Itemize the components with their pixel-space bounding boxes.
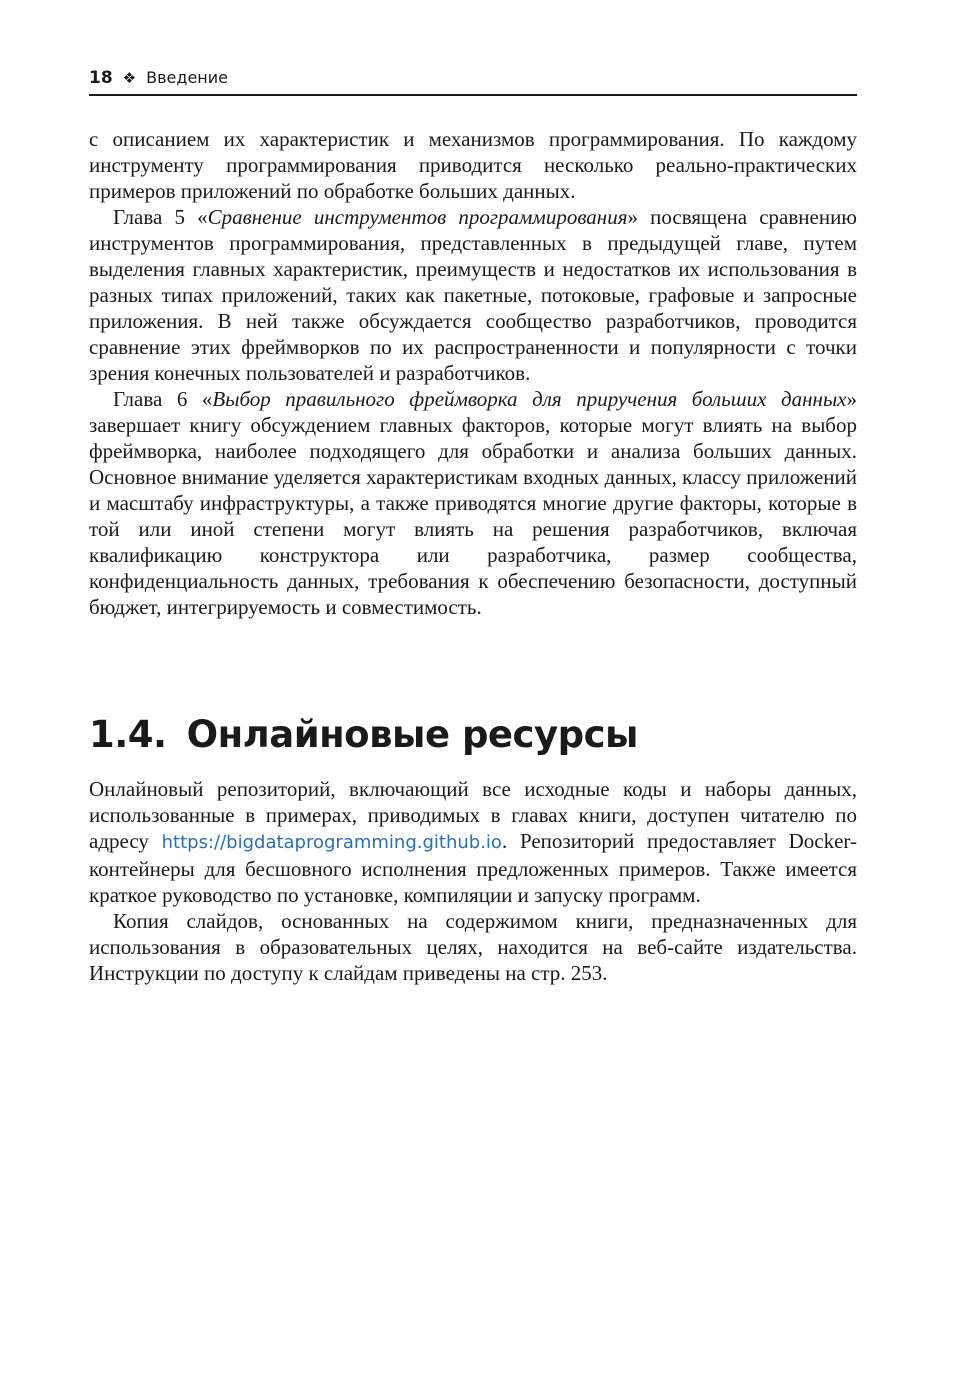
paragraph-slides: Копия слайдов, основанных на содержимом книги, предназначенных для использования в образовательных целях, находится на веб-сайте издательства. Инструкции по доступу к слайдам приведены на стр. 253.: [89, 909, 857, 985]
repository-link[interactable]: https://bigdataprogramming.github.io: [161, 832, 502, 853]
running-head-section: Введение: [146, 68, 228, 87]
paragraph-repository-after: . Репозиторий предоставляет Docker-контейнеры для бесшовного исполнения предложенных примеров. Также имеется краткое руководство по установке, компиляции и запуску программ.: [89, 829, 857, 907]
paragraph-chapter-5: [89, 204, 857, 386]
chapter-6-title: Выбор правильного фреймворка для приручения больших данных: [212, 387, 847, 411]
ornament-icon: ❖: [122, 69, 137, 87]
paragraph-repository-before: Онлайновый репозиторий, включающий все исходные коды и наборы данных, использованные в примерах, приводимых в главах книги, доступен читателю по адресу: [89, 777, 857, 853]
paragraph-chapter-6: [89, 386, 857, 620]
paragraph-chapter-6-before: Глава 6 «: [113, 387, 213, 411]
section-number: 1.4.: [89, 713, 167, 756]
section-text: [89, 776, 857, 986]
chapter-5-title: Сравнение инструментов программирования: [207, 205, 628, 229]
running-head: [89, 68, 857, 96]
section-heading: [89, 713, 638, 756]
section-title: Онлайновые ресурсы: [186, 713, 638, 756]
intro-text: [89, 126, 857, 620]
book-page: [89, 68, 857, 985]
paragraph-continued: с описанием их характеристик и механизмов программирования. По каждому инструменту программирования приводится несколько реально-практических примеров приложений по обработке больших данных.: [89, 127, 857, 203]
paragraph-repository: [89, 776, 857, 908]
paragraph-chapter-6-after: » завершает книгу обсуждением главных факторов, которые могут влиять на выбор фреймворка, наиболее подходящего для обработки и анализа больших данных. Основное внимание уделяется характеристикам входных данных, классу приложений и масштабу инфраструктуры, а также приводятся многие другие факторы, которые в той или иной степени могут влиять на решения разработчиков, включая квалификацию конструктора или разработчика, размер сообщества, конфиденциальность данных, требования к обеспечению безопасности, доступный бюджет, интегрируемость и совместимость.: [89, 387, 857, 619]
page-number: 18: [89, 68, 113, 88]
paragraph-chapter-5-before: Глава 5 «: [113, 205, 208, 229]
paragraph-chapter-5-after: » посвящена сравнению инструментов программирования, представленных в предыдущей главе, путем выделения главных характеристик, преимуществ и недостатков их использования в разных типах приложений, таких как пакетные, потоковые, графовые и запросные приложения. В ней также обсуждается сообщество разработчиков, проводится сравнение этих фреймворков по их распространенности и популярности с точки зрения конечных пользователей и разработчиков.: [89, 205, 857, 385]
